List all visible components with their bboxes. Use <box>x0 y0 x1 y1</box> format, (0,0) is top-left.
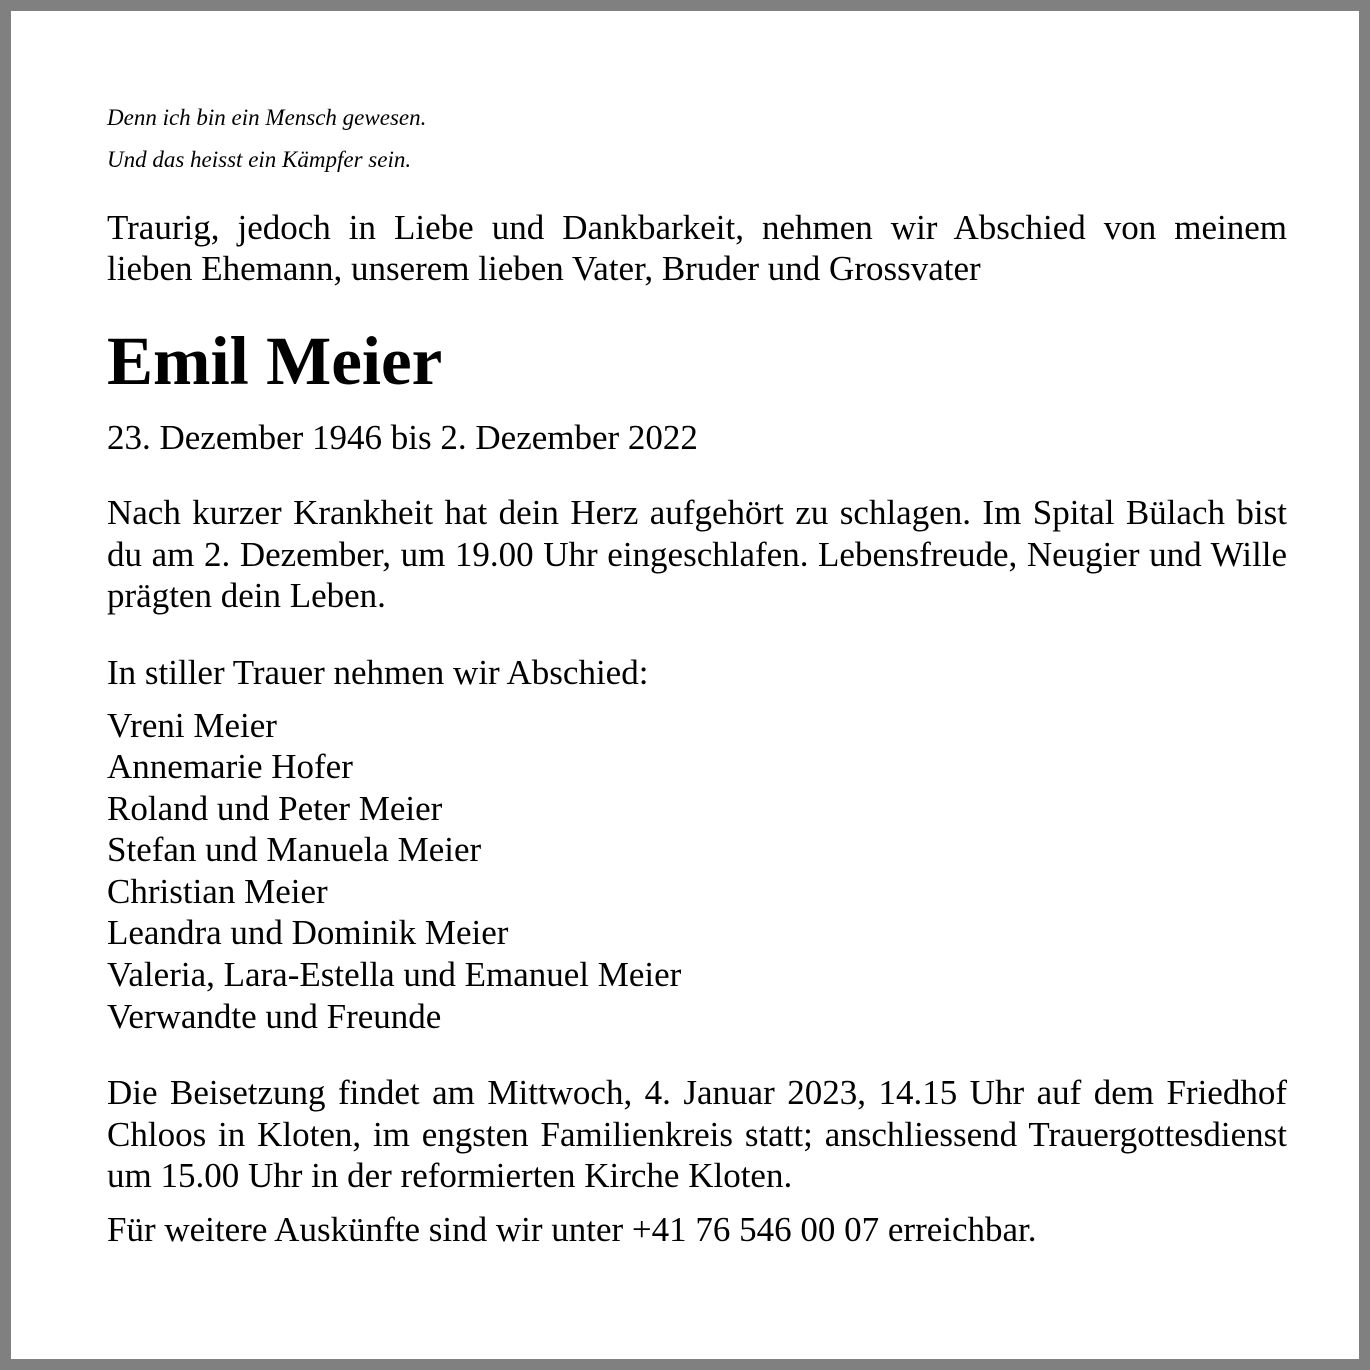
mourner-item: Leandra und Dominik Meier <box>107 913 509 953</box>
life-dates: 23. Dezember 1946 bis 2. Dezember 2022 <box>107 418 698 457</box>
mourner-item: Roland und Peter Meier <box>107 788 443 828</box>
mourner-item: Christian Meier <box>107 871 328 911</box>
death-message: Nach kurzer Krankheit hat dein Herz aufgehört zu schlagen. Im Spital Bülach bist du am 2. Dezember, um 19.00 Uhr eingeschlafen. Lebensfreude, Neugier und Wille prägten dein Leben. <box>107 493 1287 615</box>
intro-text: Traurig, jedoch in Liebe und Dankbarkeit, nehmen wir Abschied von meinem lieben Ehemann, unserem lieben Vater, Bruder und Grossvater <box>107 208 1287 288</box>
mourner-item: Stefan und Manuela Meier <box>107 830 482 870</box>
obituary-content <box>107 97 1287 1250</box>
mourner-item: Vreni Meier <box>107 705 277 745</box>
contact-info: Für weitere Auskünfte sind wir unter +41 76 546 00 07 erreichbar. <box>107 1209 1037 1249</box>
motto-line-2: Und das heisst ein Kämpfer sein. <box>107 147 412 172</box>
mourning-intro: In stiller Trauer nehmen wir Abschied: <box>107 652 649 692</box>
deceased-name: Emil Meier <box>107 323 443 399</box>
mourner-item: Verwandte und Freunde <box>107 996 442 1036</box>
motto-line-1: Denn ich bin ein Mensch gewesen. <box>107 105 427 130</box>
mourner-item: Valeria, Lara-Estella und Emanuel Meier <box>107 955 682 995</box>
mourner-item: Annemarie Hofer <box>107 747 353 787</box>
motto-quote <box>107 97 1287 181</box>
mourners-list <box>107 705 1287 1038</box>
funeral-details: Die Beisetzung findet am Mittwoch, 4. Januar 2023, 14.15 Uhr auf dem Friedhof Chloos in Kloten, im engsten Familienkreis statt; anschliessend Trauergottesdienst um 15.00 Uhr in der reformierten Kirche Kloten. <box>107 1073 1287 1196</box>
